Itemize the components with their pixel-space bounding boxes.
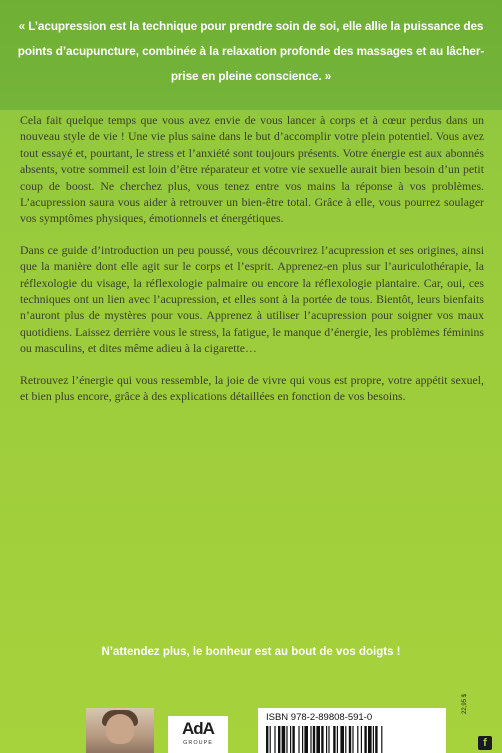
publisher-logo-text: AdA <box>182 719 214 738</box>
price-label: 22,95 $ <box>462 693 468 714</box>
barcode <box>266 726 438 753</box>
author-face <box>106 714 134 744</box>
author-photo <box>86 708 154 753</box>
publisher-logo-sub: GROUPE <box>183 740 213 746</box>
pull-quote: « L’acupression est la technique pour prendre soin de soi, elle allie la puissance des points d’acupuncture, combinée à la relaxation profonde des massages et au lâcher-prise en pleine conscience. » <box>17 19 485 83</box>
isbn-number: ISBN 978-2-89808-591-0 <box>266 712 373 723</box>
description <box>20 112 484 420</box>
tagline: N’attendez plus, le bonheur est au bout de vos doigts ! <box>101 646 401 658</box>
barcode-panel <box>258 708 446 753</box>
publisher-logo <box>168 716 228 753</box>
facebook-icon: f <box>478 736 492 750</box>
description-paragraph-2: Dans ce guide d’introduction un peu poussé, vous découvrirez l’acupression et ses origines, ainsi que la manière dont elle agit sur le corps et l’esprit. Apprenez-en plus sur l’auriculothérapie, la réflexologie du visage, la réflexologie palmaire ou encore la réflexologie plantaire. Car, oui, ces techniques ont un lien avec l’acupression, et elles sont à la portée de tous. Bientôt, leurs bienfaits n’auront plus de mystères pour vous. Apprenez à utiliser l’acupression pour soigner vos maux quotidiens. Laissez derrière vous le stress, la fatigue, le manque d’énergie, les problèmes féminins ou masculins, et dites même adieu à la cigarette… <box>20 242 484 356</box>
description-paragraph-3: Retrouvez l’énergie qui vous ressemble, la joie de vivre qui vous est propre, votre appétit sexuel, et bien plus encore, grâce à des explications détaillées en fonction de vos besoins. <box>20 372 484 404</box>
description-paragraph-1: Cela fait quelque temps que vous avez envie de vous lancer à corps et à cœur perdus dans un nouveau style de vie ! Une vie plus saine dans le but d’accomplir votre plein potentiel. Vous avez tout essayé et, pourtant, le stress et l’anxiété sont toujours présents. Votre énergie est aux abonnés absents, votre sommeil est loin d’être réparateur et votre vie sexuelle aurait bien besoin d’un petit coup de boost. Ne cherchez plus, vous tenez entre vos mains la réponse à vos problèmes. L’acupression saura vous aider à retrouver un bien-être total. Grâce à elle, vous pourrez soulager vos symptômes physiques, émotionnels et énergétiques. <box>20 113 484 226</box>
